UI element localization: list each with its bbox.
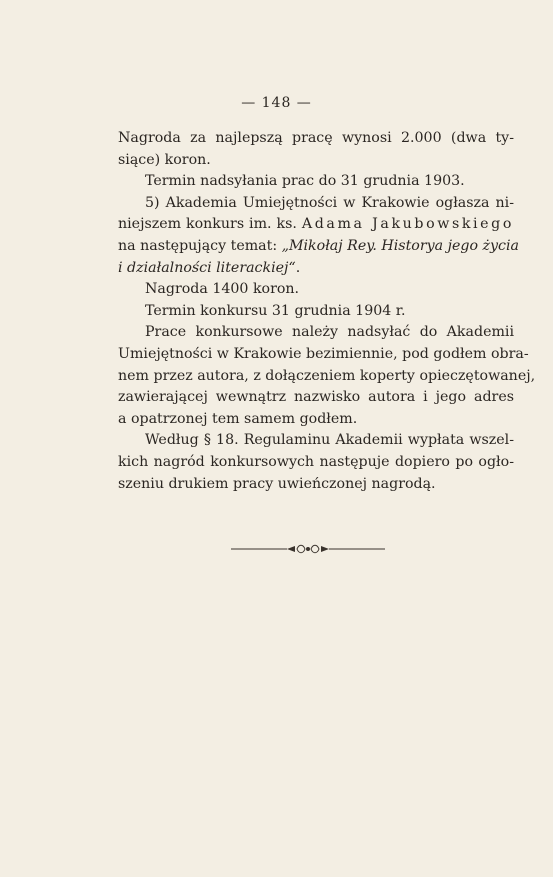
text-line: Nagroda za najlepszą pracę wynosi 2.000 (dwa ty- — [118, 130, 514, 146]
text-line: zawierającej wewnątrz nazwisko autora i jego adres — [118, 389, 514, 406]
text-line: Termin nadsyłania prac do 31 grudnia 1903. — [145, 173, 465, 190]
italic-title: i działalności literackiej“ — [118, 259, 296, 276]
text-line: na następujący temat: „Mikołaj Rey. Historya jego życia — [118, 237, 519, 254]
text-line: Umiejętności w Krakowie bezimiennie, pod godłem obra- — [118, 345, 529, 362]
text-line: szeniu drukiem pracy uwieńczonej nagrodą. — [118, 475, 436, 492]
body-text — [118, 128, 536, 495]
ornamental-divider-icon — [231, 541, 385, 557]
text-line: Termin konkursu 31 grudnia 1904 r. — [145, 302, 406, 319]
text-line: Prace konkursowe należy nadsyłać do Akademii — [145, 324, 514, 341]
text-line: a opatrzonej tem samem godłem. — [118, 410, 358, 427]
page-number-header: — 148 — — [241, 95, 312, 111]
text-line: kich nagród konkursowych następuje dopiero po ogło- — [118, 453, 514, 470]
text-line: Według § 18. Regulaminu Akademii wypłata wszel- — [145, 432, 514, 449]
italic-title: „Mikołaj Rey. Historya jego życia — [281, 237, 519, 254]
text-line: 5) Akademia Umiejętności w Krakowie ogłasza ni- — [145, 194, 514, 211]
text-line: i działalności literackiej“. — [118, 259, 301, 276]
spaced-name: Adama Jakubowskiego — [301, 216, 514, 233]
text-line: niejszem konkurs im. ks. Adama Jakubowskiego — [118, 216, 514, 233]
text-line: nem przez autora, z dołączeniem koperty opieczętowanej, — [118, 367, 536, 384]
text-line: siące) koron. — [118, 151, 211, 168]
text-line: Nagroda 1400 koron. — [145, 281, 300, 298]
